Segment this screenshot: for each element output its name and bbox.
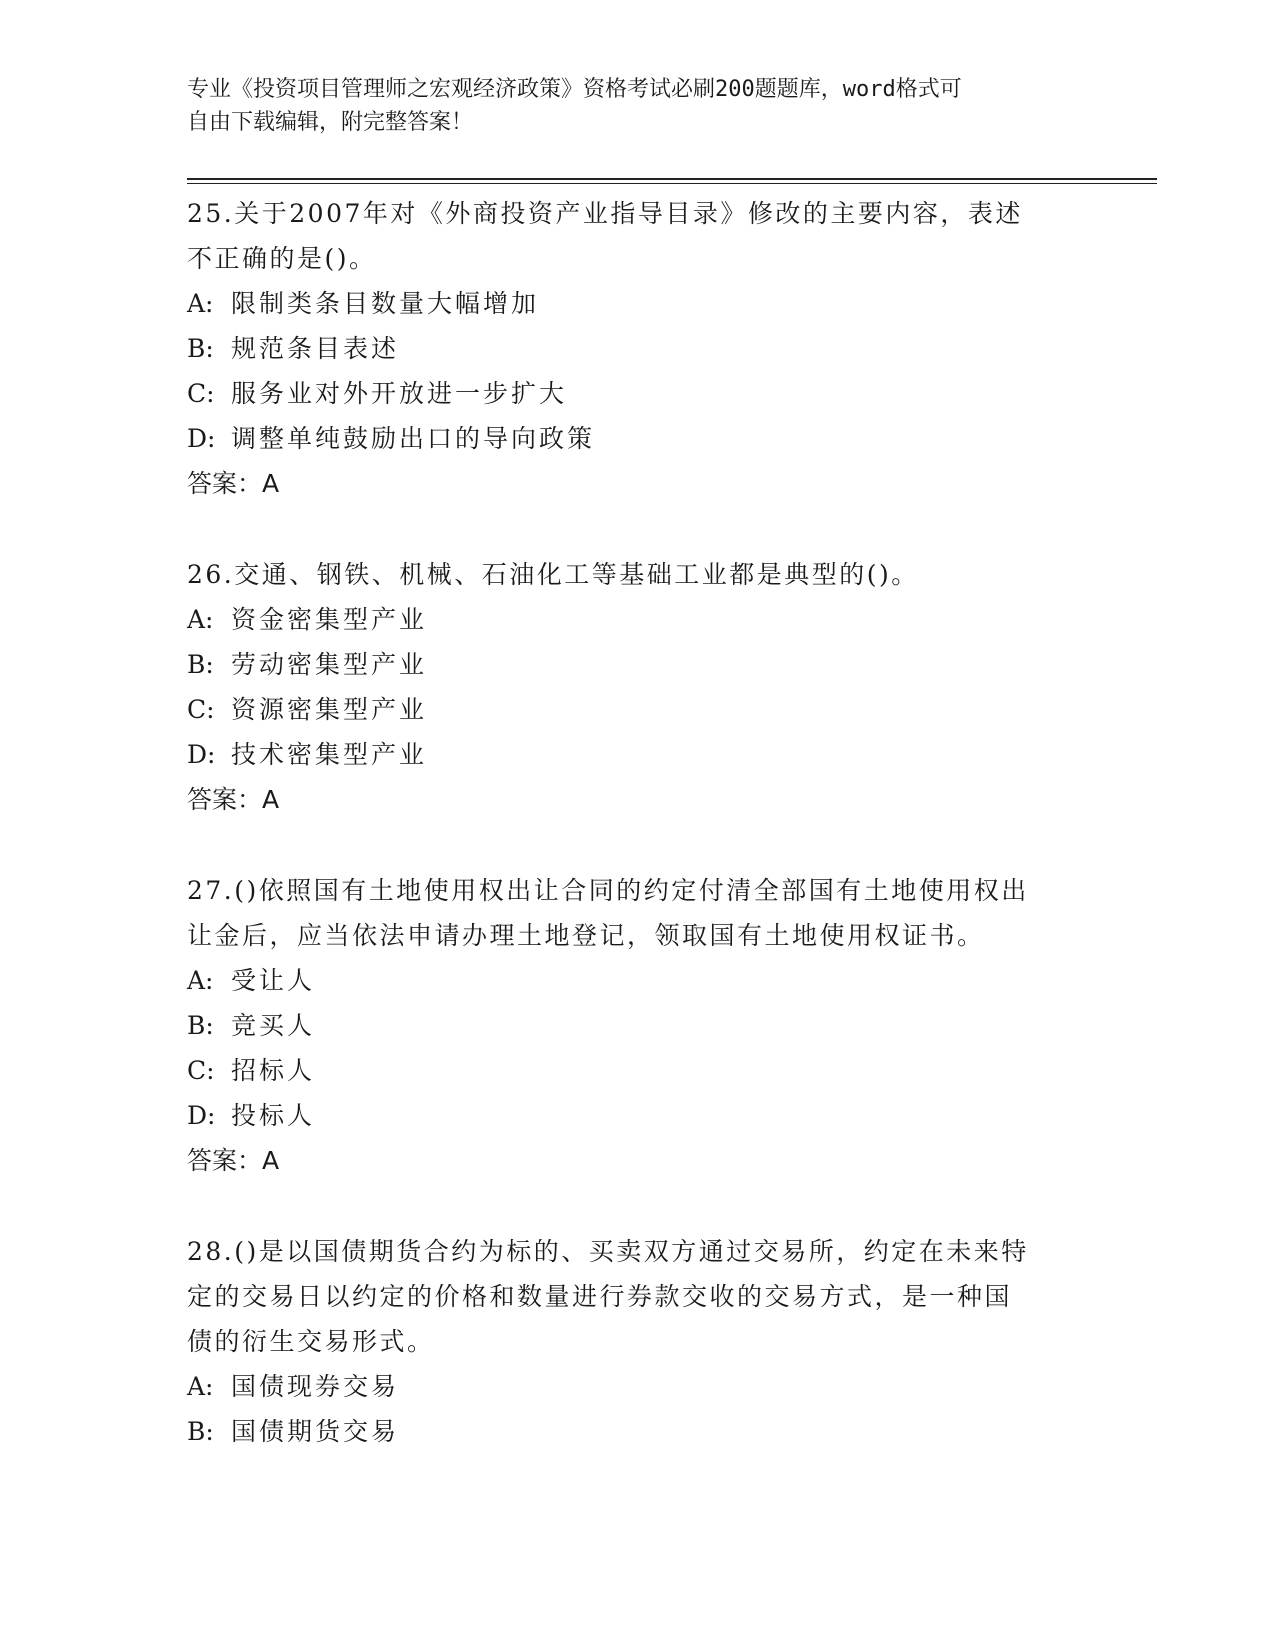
answer-line: 答案：A xyxy=(187,785,280,814)
header-line: 自由下载编辑，附完整答案！ xyxy=(187,110,474,135)
option-a xyxy=(187,597,1087,642)
answer-line: 答案：A xyxy=(187,469,280,498)
question-stem xyxy=(187,1229,1087,1364)
option-text: 技术密集型产业 xyxy=(231,740,428,769)
option-text: 调整单纯鼓励出口的导向政策 xyxy=(231,424,596,453)
option-a xyxy=(187,281,1087,326)
option-text: 国债现券交易 xyxy=(231,1372,400,1401)
option-a xyxy=(187,958,1087,1003)
question-stem-line: 债的衍生交易形式。 xyxy=(187,1327,435,1356)
option-letter: C: xyxy=(187,1056,215,1085)
question-stem xyxy=(187,191,1087,281)
question-stem-line: 让金后，应当依法申请办理土地登记，领取国有土地使用权证书。 xyxy=(187,921,985,950)
option-letter: B: xyxy=(187,334,214,363)
question-28 xyxy=(187,1229,1087,1454)
question-27 xyxy=(187,868,1087,1184)
option-letter: B: xyxy=(187,1417,214,1446)
option-a xyxy=(187,1364,1087,1409)
question-stem xyxy=(187,552,1087,597)
option-c xyxy=(187,687,1087,732)
option-text: 服务业对外开放进一步扩大 xyxy=(231,379,568,408)
option-text: 国债期货交易 xyxy=(231,1417,400,1446)
option-text: 招标人 xyxy=(231,1056,316,1085)
option-text: 投标人 xyxy=(231,1101,316,1130)
option-b xyxy=(187,326,1087,371)
option-letter: A: xyxy=(187,289,214,318)
question-stem-line: 28.()是以国债期货合约为标的、买卖双方通过交易所，约定在未来特 xyxy=(187,1237,1029,1266)
option-text: 受让人 xyxy=(231,966,316,995)
header-divider-thin xyxy=(187,183,1157,184)
question-stem-line: 27.()依照国有土地使用权出让合同的约定付清全部国有土地使用权出 xyxy=(187,876,1029,905)
option-d xyxy=(187,416,1087,461)
question-stem-line: 26.交通、钢铁、机械、石油化工等基础工业都是典型的()。 xyxy=(187,560,919,589)
option-text: 劳动密集型产业 xyxy=(231,650,428,679)
option-text: 规范条目表述 xyxy=(231,334,400,363)
header-line: 专业《投资项目管理师之宏观经济政策》资格考试必刷200题题库，word格式可 xyxy=(187,77,962,102)
document-header xyxy=(187,73,1067,139)
question-stem-line: 不正确的是()。 xyxy=(187,244,377,273)
option-text: 资金密集型产业 xyxy=(231,605,428,634)
option-letter: C: xyxy=(187,379,215,408)
option-c xyxy=(187,371,1087,416)
option-d xyxy=(187,1093,1087,1138)
option-text: 限制类条目数量大幅增加 xyxy=(231,289,540,318)
question-stem-line: 定的交易日以约定的价格和数量进行券款交收的交易方式，是一种国 xyxy=(187,1282,1013,1311)
option-text: 竞买人 xyxy=(231,1011,316,1040)
option-letter: A: xyxy=(187,1372,214,1401)
option-text: 资源密集型产业 xyxy=(231,695,428,724)
question-26 xyxy=(187,552,1087,823)
question-stem-line: 25.关于2007年对《外商投资产业指导目录》修改的主要内容，表述 xyxy=(187,199,1023,228)
option-letter: C: xyxy=(187,695,215,724)
option-letter: D: xyxy=(187,424,216,453)
option-letter: D: xyxy=(187,1101,216,1130)
answer-line: 答案：A xyxy=(187,1146,280,1175)
option-d xyxy=(187,732,1087,777)
question-list xyxy=(187,191,1087,1499)
option-b xyxy=(187,1409,1087,1454)
option-letter: A: xyxy=(187,966,214,995)
option-letter: D: xyxy=(187,740,216,769)
option-letter: A: xyxy=(187,605,214,634)
option-c xyxy=(187,1048,1087,1093)
option-letter: B: xyxy=(187,1011,214,1040)
header-divider-thick xyxy=(187,178,1157,180)
option-letter: B: xyxy=(187,650,214,679)
option-b xyxy=(187,1003,1087,1048)
question-stem xyxy=(187,868,1087,958)
question-25 xyxy=(187,191,1087,507)
option-b xyxy=(187,642,1087,687)
